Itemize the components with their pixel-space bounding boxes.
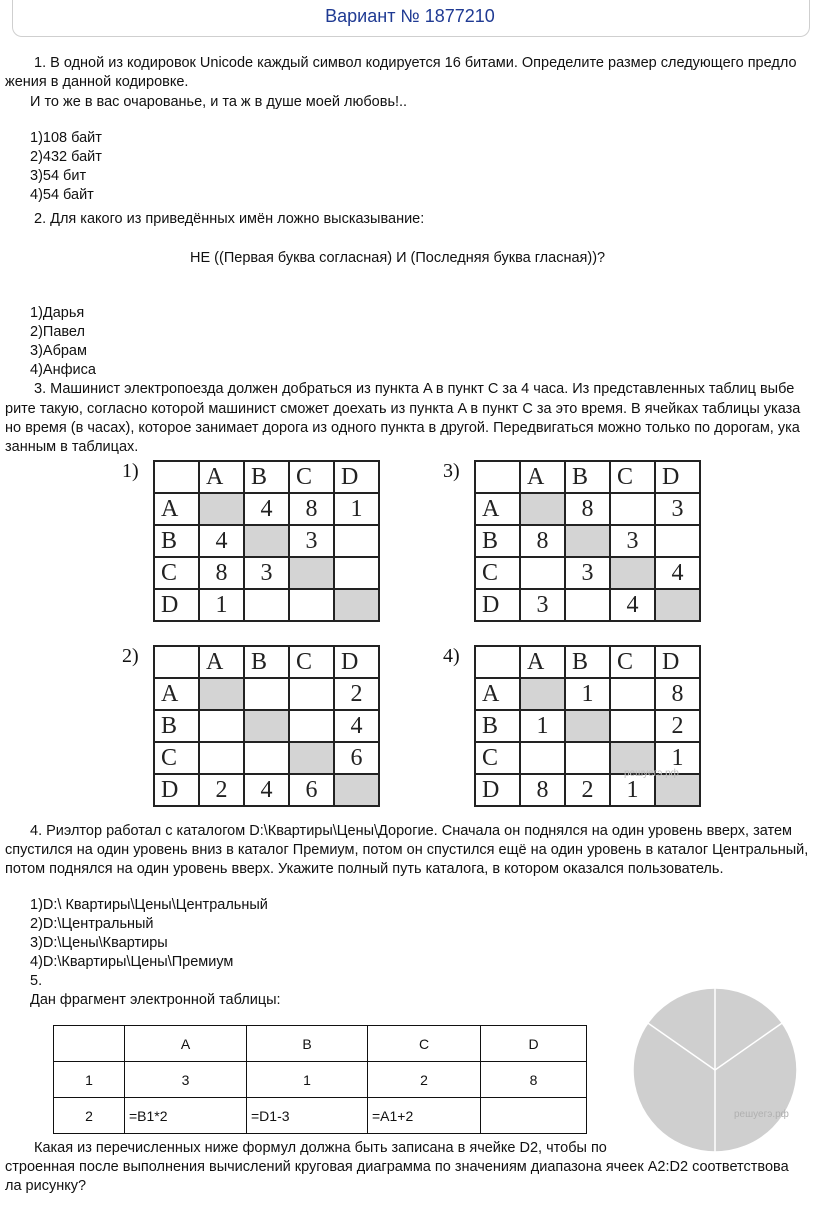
- sheet-header-cell: [54, 1026, 125, 1062]
- table-header-cell: [154, 461, 199, 493]
- q4-text-line-3: потом поднялся на один уровень вверх. Укажите полный путь каталога, в котором оказался пользователь.: [5, 861, 724, 877]
- table-cell: [289, 742, 334, 774]
- table-cell: [289, 557, 334, 589]
- distance-table-4: [474, 645, 701, 807]
- table-cell: 3: [655, 493, 700, 525]
- table-cell: [565, 742, 610, 774]
- table-row-header: A: [475, 493, 520, 525]
- table-cell: [244, 678, 289, 710]
- q5-text-line-2: строенная после выполнения вычислений круговая диаграмма по значениям диапазона ячеек A2:D2 соответствова: [5, 1159, 789, 1175]
- table-cell: 4: [199, 525, 244, 557]
- table-header-cell: D: [655, 461, 700, 493]
- table-cell: 4: [244, 493, 289, 525]
- table-cell: [565, 525, 610, 557]
- table-header-cell: B: [565, 646, 610, 678]
- table-cell: 1: [610, 774, 655, 806]
- q1-text-line-2: жения в данной кодировке.: [5, 74, 189, 90]
- table-cell: [520, 678, 565, 710]
- table-cell: [334, 525, 379, 557]
- table-row-header: A: [154, 493, 199, 525]
- table-cell: 2: [334, 678, 379, 710]
- table-row-header: A: [154, 678, 199, 710]
- table-row-header: D: [475, 589, 520, 621]
- table-row-header: B: [154, 710, 199, 742]
- table-row: [475, 710, 700, 742]
- sheet-cell: =A1+2: [368, 1098, 481, 1134]
- table-row-header: D: [154, 774, 199, 806]
- table-cell: 4: [334, 710, 379, 742]
- table-row: [154, 774, 379, 806]
- q1-sentence: И то же в вас очарованье, и та ж в душе моей любовь!..: [30, 94, 408, 110]
- table-cell: [199, 493, 244, 525]
- table-row: [475, 525, 700, 557]
- table-header-cell: [475, 646, 520, 678]
- sheet-cell: [481, 1098, 587, 1134]
- table-row-header: B: [154, 525, 199, 557]
- table-cell: 3: [244, 557, 289, 589]
- table-3-label: 3): [443, 460, 460, 482]
- q4-option-1: 1)D:\ Квартиры\Цены\Центральный: [30, 897, 268, 913]
- table-1-label: 1): [122, 460, 139, 482]
- table-cell: 1: [655, 742, 700, 774]
- table-cell: [289, 589, 334, 621]
- table-row-header: D: [154, 589, 199, 621]
- table-row-header: C: [475, 557, 520, 589]
- table-cell: 1: [334, 493, 379, 525]
- table-row-header: D: [475, 774, 520, 806]
- q4-text-line-2: спустился на один уровень вниз в каталог Премиум, потом он спустился ещё на один уровень в каталог Центральный,: [5, 842, 809, 858]
- table-header-cell: D: [334, 461, 379, 493]
- q5-text-line-3: ла рисунку?: [5, 1178, 87, 1194]
- q3-text-line-1: 3. Машинист электропоезда должен добраться из пункта A в пункт C за 4 часа. Из представленных таблиц выбе: [34, 381, 795, 397]
- q1-option-1: 1)108 байт: [30, 130, 102, 146]
- table-row: [475, 493, 700, 525]
- table-header-cell: A: [199, 461, 244, 493]
- q1-option-3: 3)54 бит: [30, 168, 87, 184]
- sheet-cell: 8: [481, 1062, 587, 1098]
- table-cell: 3: [520, 589, 565, 621]
- table-cell: 4: [610, 589, 655, 621]
- table-cell: 8: [655, 678, 700, 710]
- table-row: [154, 646, 379, 678]
- table-row-header: C: [154, 742, 199, 774]
- table-header-cell: B: [244, 646, 289, 678]
- table-cell: [655, 525, 700, 557]
- q3-text-line-4: занным в таблицах.: [5, 439, 139, 455]
- table-cell: 8: [520, 525, 565, 557]
- table-header-cell: [475, 461, 520, 493]
- q1-text-line-1: 1. В одной из кодировок Unicode каждый символ кодируется 16 битами. Определите размер следующего предло: [34, 55, 797, 71]
- q5-number: 5.: [30, 973, 43, 989]
- table-row: [154, 525, 379, 557]
- table-cell: [610, 493, 655, 525]
- q4-option-4: 4)D:\Квартиры\Цены\Премиум: [30, 954, 234, 970]
- distance-table-2: [153, 645, 380, 807]
- q2-expression: НЕ ((Первая буква согласная) И (Последняя буква гласная))?: [190, 250, 606, 266]
- distance-table-3: [474, 460, 701, 622]
- q2-option-3: 3)Абрам: [30, 343, 87, 359]
- table-cell: [334, 774, 379, 806]
- table-watermark: решуегэ.рф: [624, 768, 679, 779]
- table-row: [154, 493, 379, 525]
- table-row: [154, 557, 379, 589]
- table-header-cell: A: [199, 646, 244, 678]
- q4-option-3: 3)D:\Цены\Квартиры: [30, 935, 168, 951]
- table-cell: 4: [655, 557, 700, 589]
- q3-text-line-2: рите такую, согласно которой машинист сможет доехать из пункта A в пункт C за это время. В ячейках таблицы указа: [5, 401, 801, 417]
- sheet-cell: 1: [247, 1062, 368, 1098]
- sheet-cell: 3: [125, 1062, 247, 1098]
- q4-text-line-1: 4. Риэлтор работал с каталогом D:\Квартиры\Цены\Дорогие. Сначала он поднялся на один уровень вверх, затем: [30, 823, 793, 839]
- table-header-cell: C: [610, 461, 655, 493]
- table-cell: 3: [289, 525, 334, 557]
- table-cell: 2: [655, 710, 700, 742]
- table-header-cell: C: [289, 461, 334, 493]
- table-cell: 1: [520, 710, 565, 742]
- sheet-header-cell: A: [125, 1026, 247, 1062]
- table-row-header: B: [475, 710, 520, 742]
- sheet-cell: =B1*2: [125, 1098, 247, 1134]
- spreadsheet-fragment: [53, 1025, 587, 1134]
- table-cell: [199, 742, 244, 774]
- q3-text-line-3: но время (в часах), которое занимает дорога из одного пункта в другой. Передвигаться можно только по дорогам, ука: [5, 420, 800, 436]
- table-cell: 4: [244, 774, 289, 806]
- table-header-cell: A: [520, 461, 565, 493]
- table-cell: [610, 710, 655, 742]
- sheet-header-cell: D: [481, 1026, 587, 1062]
- table-row-header: C: [475, 742, 520, 774]
- table-cell: [244, 525, 289, 557]
- sheet-cell: 2: [368, 1062, 481, 1098]
- sheet-row: [54, 1062, 587, 1098]
- q2-option-4: 4)Анфиса: [30, 362, 96, 378]
- table-cell: [520, 493, 565, 525]
- q2-option-2: 2)Павел: [30, 324, 85, 340]
- table-cell: [199, 710, 244, 742]
- table-row: [154, 710, 379, 742]
- pie-chart: [630, 985, 800, 1155]
- q5-intro: Дан фрагмент электронной таблицы:: [30, 992, 281, 1008]
- table-cell: 1: [199, 589, 244, 621]
- table-cell: 6: [334, 742, 379, 774]
- table-row: [475, 461, 700, 493]
- table-header-cell: D: [334, 646, 379, 678]
- table-cell: [520, 742, 565, 774]
- table-cell: 3: [610, 525, 655, 557]
- table-cell: [610, 557, 655, 589]
- table-row: [154, 461, 379, 493]
- sheet-cell: 1: [54, 1062, 125, 1098]
- distance-table-1: [153, 460, 380, 622]
- table-cell: [655, 589, 700, 621]
- table-cell: [334, 557, 379, 589]
- table-row: [475, 557, 700, 589]
- q4-option-2: 2)D:\Центральный: [30, 916, 154, 932]
- sheet-cell: =D1-3: [247, 1098, 368, 1134]
- table-row: [475, 678, 700, 710]
- sheet-cell: 2: [54, 1098, 125, 1134]
- table-row: [154, 589, 379, 621]
- table-cell: [244, 710, 289, 742]
- sheet-row: [54, 1026, 587, 1062]
- table-cell: 3: [565, 557, 610, 589]
- table-header-cell: C: [289, 646, 334, 678]
- table-cell: [289, 678, 334, 710]
- pie-watermark: решуегэ.рф: [734, 1109, 789, 1120]
- table-cell: [565, 589, 610, 621]
- sheet-row: [54, 1098, 587, 1134]
- table-cell: [520, 557, 565, 589]
- table-cell: [610, 678, 655, 710]
- table-header-cell: C: [610, 646, 655, 678]
- table-cell: 8: [289, 493, 334, 525]
- table-row: [154, 742, 379, 774]
- table-header-cell: [154, 646, 199, 678]
- table-row-header: C: [154, 557, 199, 589]
- table-4-label: 4): [443, 645, 460, 667]
- q5-text-line-1: Какая из перечисленных ниже формул должна быть записана в ячейке D2, чтобы по: [34, 1140, 607, 1156]
- table-cell: [334, 589, 379, 621]
- table-cell: 8: [199, 557, 244, 589]
- q2-question: 2. Для какого из приведённых имён ложно высказывание:: [34, 211, 425, 227]
- table-cell: [244, 589, 289, 621]
- table-cell: [244, 742, 289, 774]
- table-row-header: B: [475, 525, 520, 557]
- q1-option-4: 4)54 байт: [30, 187, 94, 203]
- table-row: [154, 678, 379, 710]
- table-header-cell: A: [520, 646, 565, 678]
- table-header-cell: B: [244, 461, 289, 493]
- table-cell: [289, 710, 334, 742]
- table-header-cell: D: [655, 646, 700, 678]
- table-row: [475, 589, 700, 621]
- table-cell: 1: [565, 678, 610, 710]
- table-cell: [565, 710, 610, 742]
- table-cell: 8: [565, 493, 610, 525]
- table-cell: 2: [565, 774, 610, 806]
- table-cell: [199, 678, 244, 710]
- q2-option-1: 1)Дарья: [30, 305, 85, 321]
- table-row-header: A: [475, 678, 520, 710]
- page-title: Вариант № 1877210: [325, 6, 495, 26]
- sheet-header-cell: C: [368, 1026, 481, 1062]
- table-row: [475, 646, 700, 678]
- sheet-header-cell: B: [247, 1026, 368, 1062]
- table-cell: 2: [199, 774, 244, 806]
- q1-option-2: 2)432 байт: [30, 149, 102, 165]
- table-header-cell: B: [565, 461, 610, 493]
- table-cell: 6: [289, 774, 334, 806]
- table-2-label: 2): [122, 645, 139, 667]
- table-cell: 8: [520, 774, 565, 806]
